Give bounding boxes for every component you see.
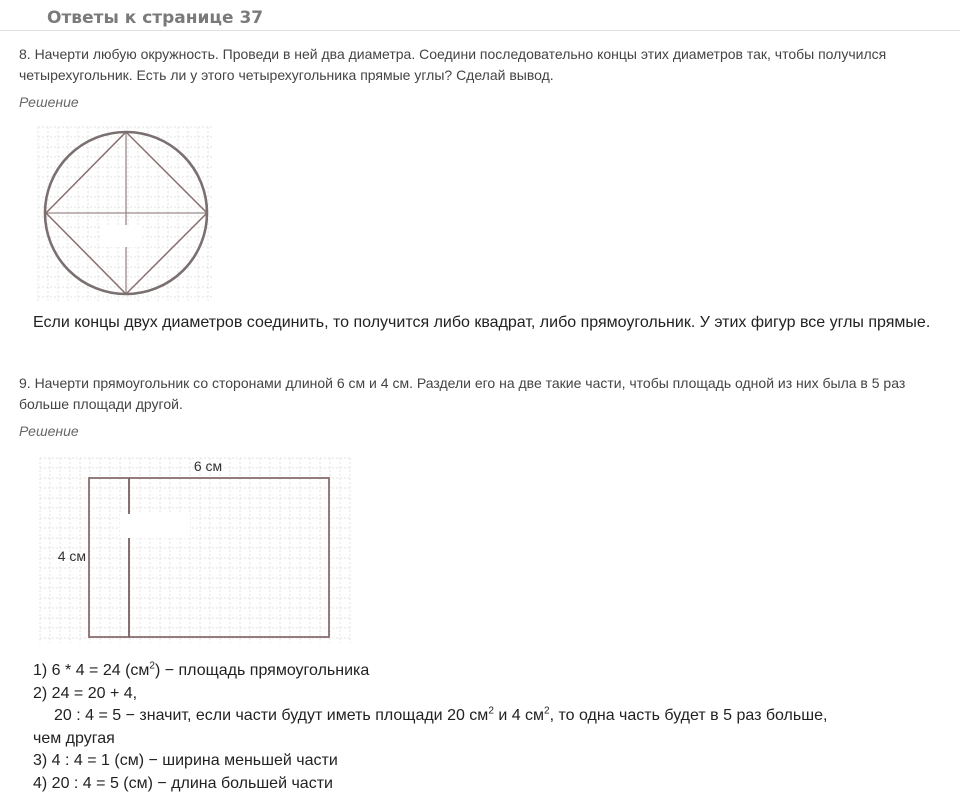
answer-line-6: 4) 20 : 4 = 5 (см) − длина большей части — [33, 774, 333, 792]
white-mask — [102, 225, 142, 247]
width-label: 6 см — [193, 458, 223, 474]
grid — [40, 458, 350, 643]
height-label: 4 см — [57, 548, 86, 564]
task-8-answer: Если концы двух диаметров соединить, то получится либо квадрат, либо прямоугольник. У этих фигур все углы прямые. — [33, 314, 931, 331]
page-header — [0, 0, 960, 31]
answer-line-5: 3) 4 : 4 = 1 (см) − ширина меньшей части — [33, 752, 338, 769]
answer-line-3: 20 : 4 = 5 − значит, если части будут иметь площади 20 $см^2$ и 4 $см^2$, то одна часть будет в 5 раз больше, — [54, 705, 828, 724]
task-9-solution-label: Решение — [19, 423, 79, 439]
answer-line-1: 1) 6 * 4 = 24 $(см^2)$ − площадь прямоугольника — [33, 660, 370, 679]
answer-line-2: 2) 24 = 20 + 4, — [33, 684, 138, 702]
page-title: Ответы к странице 37 — [47, 8, 264, 28]
task-8-text: 8. Начерти любую окружность. Проведи в ней два диаметра. Соедини последовательно концы этих диаметров так, чтобы получился четырехугольник. Есть ли у этого четырехугольника прямые углы? Сделай вывод. — [19, 46, 887, 83]
rectangle-diagram — [38, 452, 358, 652]
task-9-text: 9. Начерти прямоугольник со сторонами длиной 6 см и 4 см. Раздели его на две такие части, чтобы площадь одной из них была в 5 раз больше площади другой. — [19, 375, 906, 412]
answer-line-4: чем другая — [33, 729, 115, 747]
white-mask — [120, 514, 190, 538]
task-9-answer — [33, 660, 953, 795]
task-8-solution-label: Решение — [19, 94, 79, 110]
circle-diagram — [30, 125, 220, 305]
